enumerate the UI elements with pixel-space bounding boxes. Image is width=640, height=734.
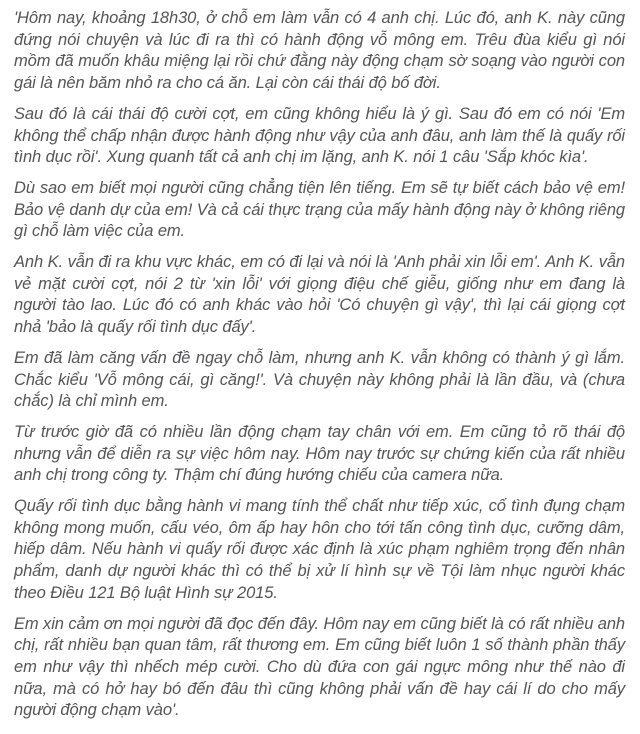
paragraph: Anh K. vẫn đi ra khu vực khác, em có đi lại và nói là 'Anh phải xin lỗi em'. Anh K. vẫn vẻ mặt cười cợt, nói 2 từ 'xin lỗi' với giọng điệu chế giễu, giống như em đang là người tào lao. Lúc đó có anh khác vào hỏi 'Có chuyện gì vậy', thì lại cái giọng cợt nhả 'bảo là quấy rối tình dục đấy'. xyxy=(14,253,625,337)
paragraph: Em đã làm căng vấn đề ngay chỗ làm, nhưng anh K. vẫn không có thành ý gì lắm. Chắc kiểu 'Vỗ mông cái, gì căng!'. Và chuyện này không phải là lần đầu, và (chưa chắc) là chỉ mình em. xyxy=(14,348,625,411)
paragraph: Quấy rối tình dục bằng hành vi mang tính thể chất như tiếp xúc, cố tình đụng chạm không mong muốn, cấu véo, ôm ấp hay hôn cho tới tấn công tình dục, cưỡng dâm, hiếp dâm. Nếu hành vi quấy rối được xác định là xúc phạm nghiêm trọng đến nhân phẩm, danh dự người khác thì có thể bị xử lí hình sự về Tội làm nhục người khác theo Điều 121 Bộ luật Hình sự 2015. xyxy=(14,497,625,602)
paragraph: Sau đó là cái thái độ cười cợt, em cũng không hiểu là ý gì. Sau đó em có nói 'Em không thể chấp nhận được hành động như vậy của anh đâu, anh làm thế là quấy rối tình dục rồi'. Xung quanh tất cả anh chị im lặng, anh K. nói 1 câu 'Sắp khóc kìa'. xyxy=(14,104,625,167)
paragraph: Từ trước giờ đã có nhiều lần động chạm tay chân với em. Em cũng tỏ rõ thái độ nhưng vẫn để diễn ra sự việc hôm nay. Hôm nay trước sự chứng kiến của rất nhiều anh chị trong công ty. Thậm chí đúng hướng chiếu của camera nữa. xyxy=(14,422,625,485)
paragraph: 'Hôm nay, khoảng 18h30, ở chỗ em làm vẫn có 4 anh chị. Lúc đó, anh K. này cũng đứng nói chuyện và lúc đi ra thì có hành động vỗ mông em. Trêu đùa kiểu gì nói mồm đã muốn khâu miệng lại rồi chứ đằng này động chạm sờ soạng vào người con gái là nên băm nhỏ ra cho cá ăn. Lại còn cái thái độ bố đời. xyxy=(14,9,625,93)
paragraph: Em xin cảm ơn mọi người đã đọc đến đây. Hôm nay em cũng biết là có rất nhiều anh chị, rất nhiều bạn quan tâm, rất thương em. Em cũng biết luôn 1 số thành phần thấy em như vậy thì nhếch mép cười. Cho dù đứa con gái ngực mông như thế nào đi nữa, mà có hở hay bó đến đâu thì cũng không phải vấn đề hay cái lí do cho mấy người động chạm vào'. xyxy=(14,614,625,720)
paragraph: Dù sao em biết mọi người cũng chẳng tiện lên tiếng. Em sẽ tự biết cách bảo vệ em! Bảo vệ danh dự của em! Và cả cái thực trạng của mấy hành động này ở không riêng gì chỗ làm việc của em. xyxy=(14,178,625,241)
